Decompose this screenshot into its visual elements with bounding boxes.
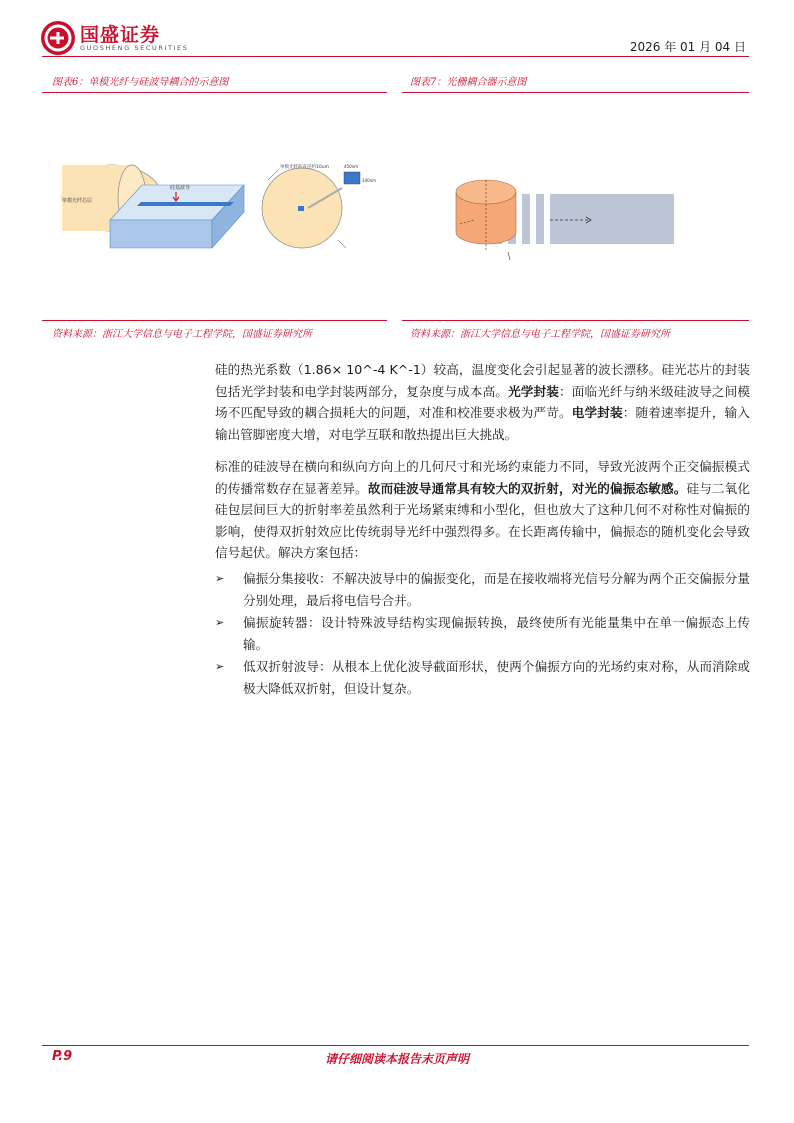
bullet-arrow-icon: ➢ — [215, 572, 225, 585]
solution-list — [215, 568, 750, 700]
wg-height-label: 340nm — [362, 178, 377, 183]
list-item: ➢ 偏振旋转器：设计特殊波导结构实现偏振转换，最终使所有光能量集中在单一偏振态上传输。 — [215, 612, 750, 655]
brand-name-en: GUOSHENG SECURITIES — [80, 44, 189, 52]
page-number: P.9 — [52, 1049, 73, 1064]
figure-7-title-rule — [402, 92, 749, 93]
list-item: ➢ 低双折射波导：从根本上优化波导截面形状，使两个偏振方向的光场约束对称，从而消除或极大降低双折射，但设计复杂。 — [215, 656, 750, 699]
figure-6-source: 资料来源：浙江大学信息与电子工程学院，国盛证券研究所 — [52, 329, 312, 340]
slab-front-shape — [110, 220, 212, 248]
figure-7-diagram — [450, 150, 690, 265]
footer-divider — [42, 1045, 749, 1046]
report-date: 2026 年 01 月 04 日 — [629, 40, 746, 54]
fiber-diameter-label: 单模光纤的直径约10um — [280, 165, 329, 170]
paragraph-thermal-packaging: 硅的热光系数（1.86× 10^-4 K^-1）较高，温度变化会引起显著的波长漂移。硅光芯片的封装包括光学封装和电学封装两部分，复杂度与成本高。光学封装：面临光纤与纳米级硅波导之间模场不匹配导致的耦合损耗大的问题，对准和校准要求极为严苛。电学封装：随着速率提升，输入输出管脚密度大增，对电学互联和散热提出巨大挑战。 — [215, 362, 751, 442]
figure-6-diagram — [52, 140, 387, 270]
waveguide-slab-shape — [550, 194, 674, 244]
figure-6-title-rule — [42, 92, 387, 93]
bullet-arrow-icon: ➢ — [215, 660, 225, 673]
waveguide-strip-shape — [137, 202, 234, 206]
paragraph-birefringence: 标准的硅波导在横向和纵向方向上的几何尺寸和光场约束能力不同，导致光波两个正交偏振模式的传播常数存在显著差异。故而硅波导通常具有较大的双折射，对光的偏振态敏感。硅与二氧化硅包层间巨大的折射率差虽然利于光场紧束缚和小型化，但也放大了这种几何不对称性对偏振的影响，使得双折射效应比传统弱导光纤中强烈得多。在长距离传输中，偏振态的随机变化会导致信号起伏。解决方案包括： — [215, 459, 751, 560]
waveguide-core-shape — [298, 206, 304, 211]
guosheng-logo-icon — [40, 20, 76, 56]
footer-disclaimer: 请仔细阅读本报告末页声明 — [324, 1052, 469, 1066]
fiber-core-label: 单模光纤芯层 — [62, 198, 93, 204]
wg-width-label: 450nm — [344, 164, 359, 169]
figure-6-title: 图表6：单模光纤与硅波导耦合的示意图 — [52, 77, 229, 88]
bullet-arrow-icon: ➢ — [215, 616, 225, 629]
si-waveguide-label: 硅基波导 — [170, 185, 191, 191]
figure-7-source-rule — [402, 320, 749, 321]
figure-7-source: 资料来源：浙江大学信息与电子工程学院，国盛证券研究所 — [410, 329, 670, 340]
list-item: ➢ 偏振分集接收：不解决波导中的偏振变化，而是在接收端将光信号分解为两个正交偏振分量分别处理，最后将电信号合并。 — [215, 568, 750, 611]
waveguide-zoom-shape — [344, 172, 360, 184]
header-divider — [42, 56, 749, 57]
figure-7-title: 图表7：光栅耦合器示意图 — [410, 77, 527, 88]
figure-6-source-rule — [42, 320, 387, 321]
brand-name-cn: 国盛证券 — [80, 24, 161, 46]
